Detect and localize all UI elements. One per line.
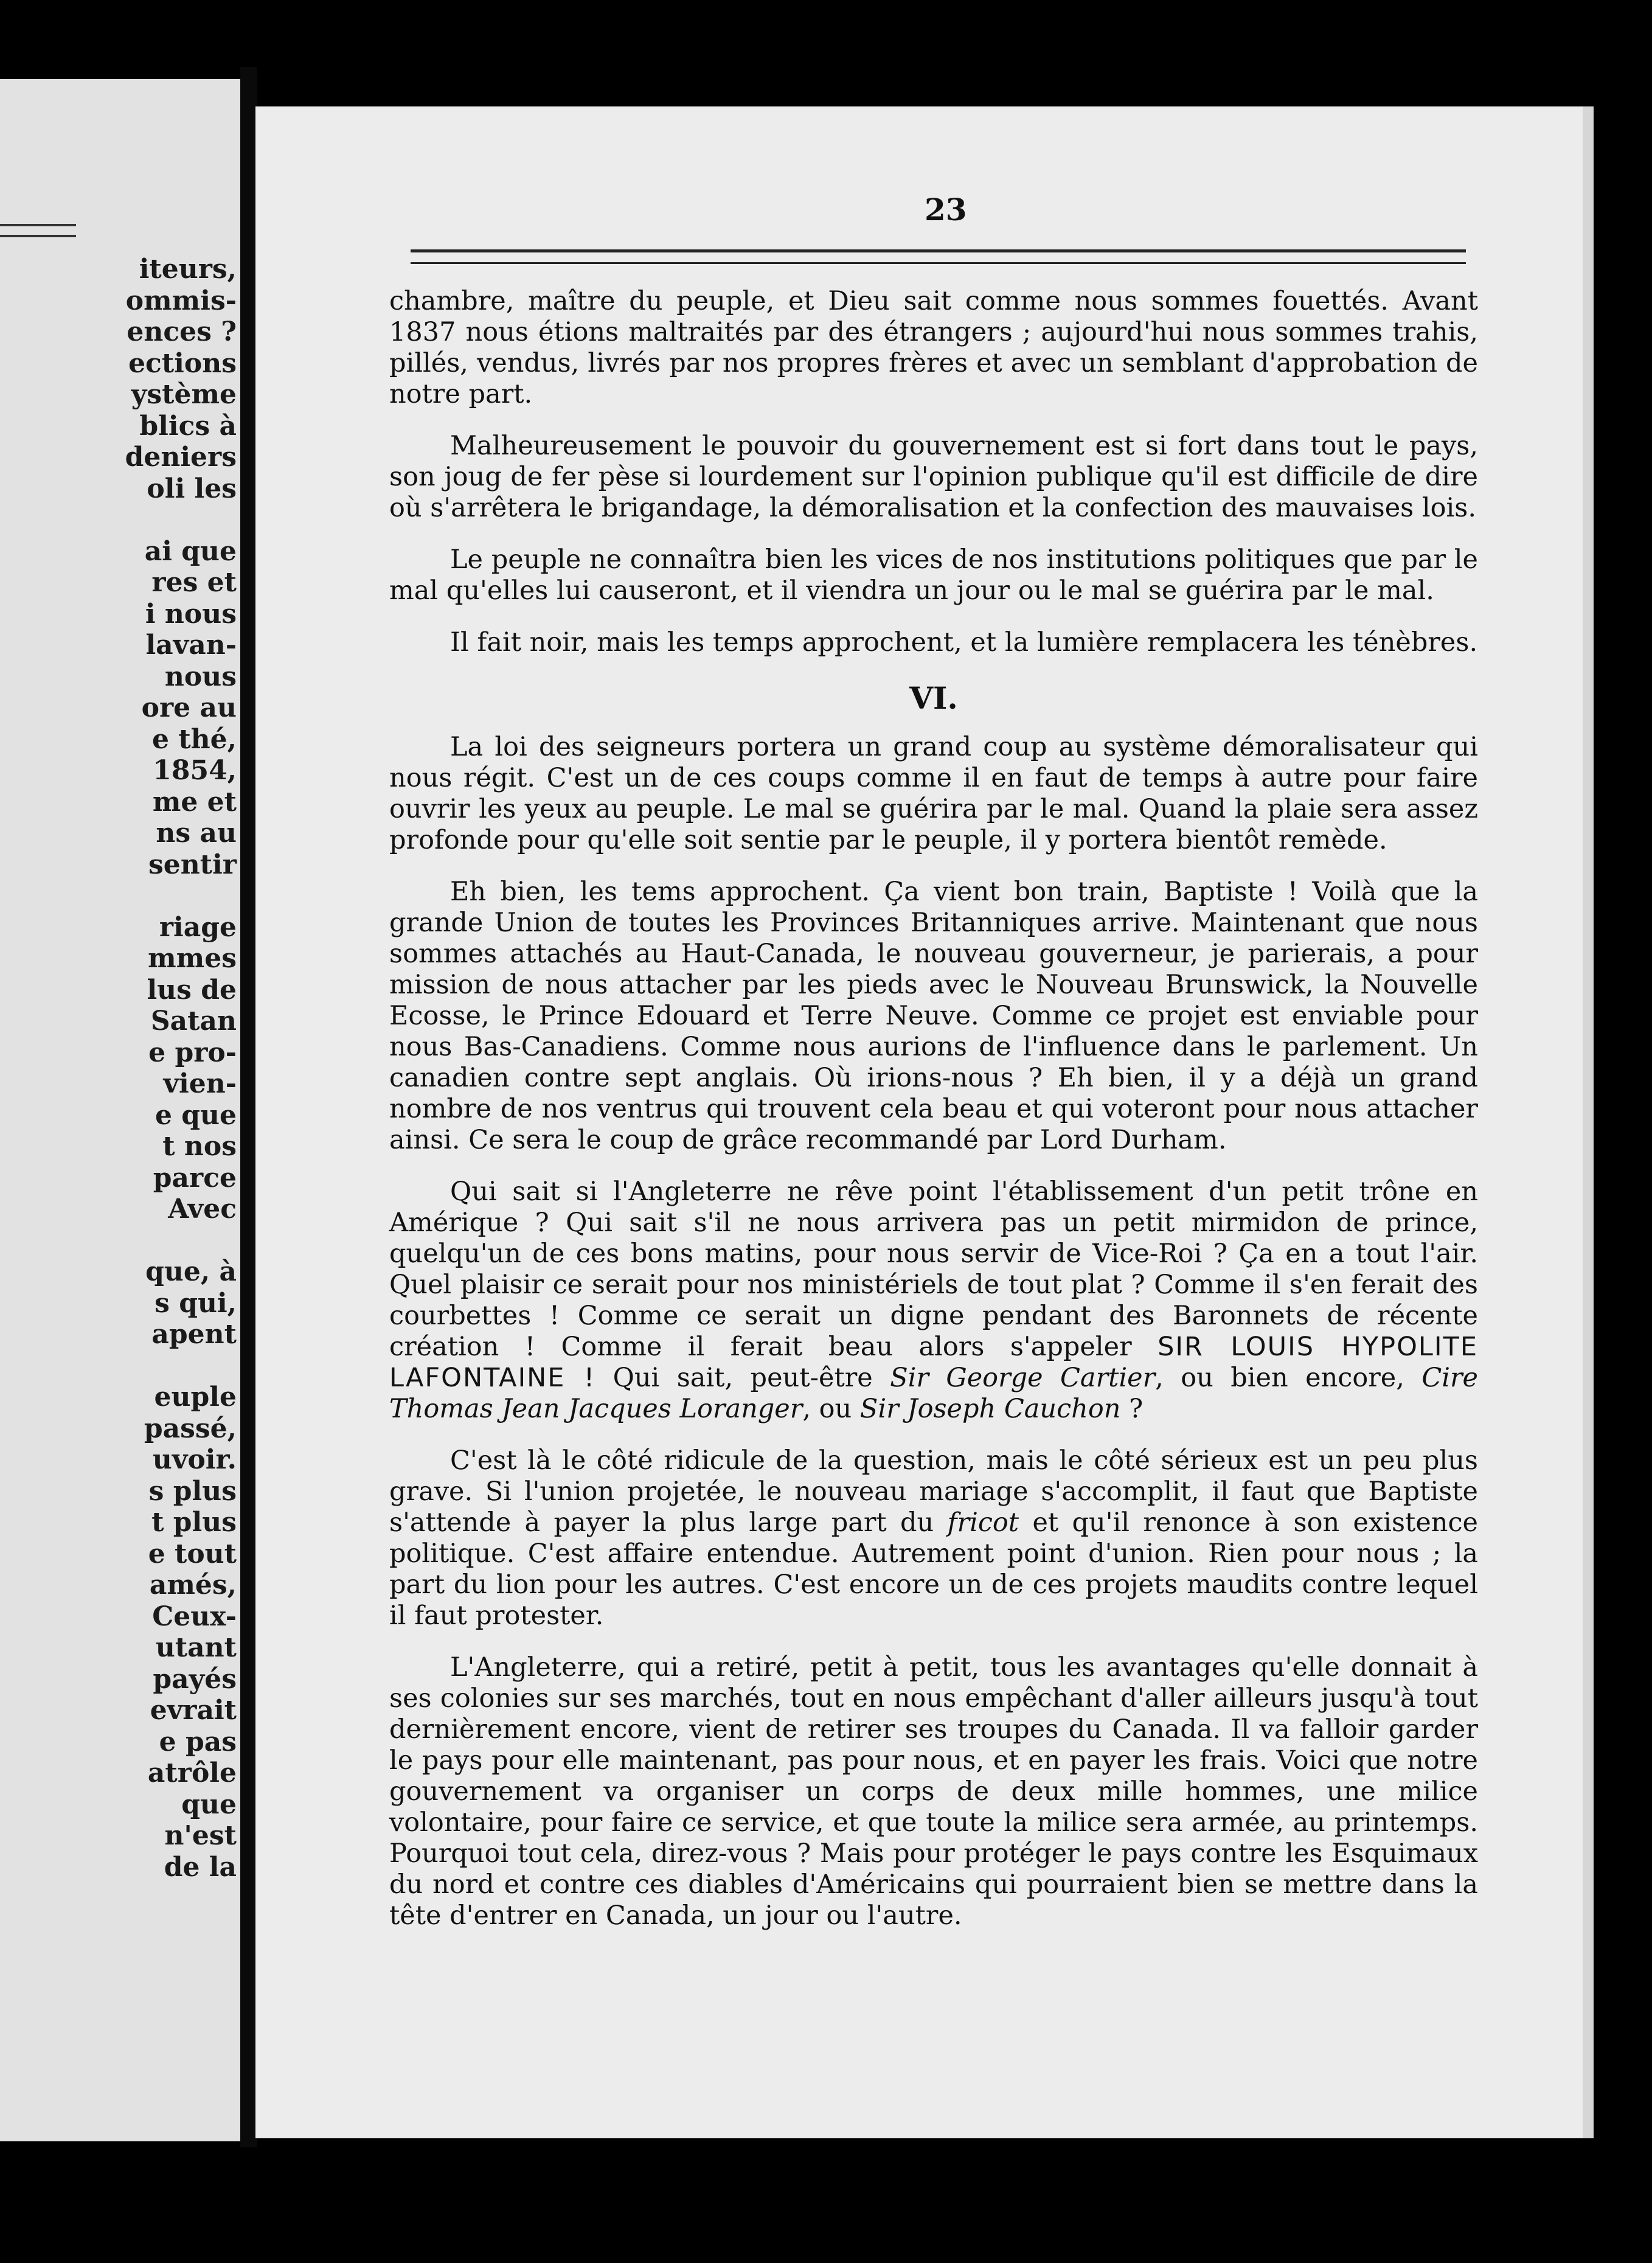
left-page-line: nous	[164, 661, 237, 692]
left-page-line: s qui,	[154, 1287, 237, 1319]
italic-word: fricot	[947, 1507, 1019, 1538]
paragraph	[389, 1445, 1478, 1632]
left-page-line: ns au	[156, 818, 237, 849]
paragraph: Eh bien, les tems approchent. Ça vient bon train, Baptiste ! Voilà que la grande Union de toutes les Provinces Britanniques arrive. Maintenant que nous sommes attachés au Haut-Canada, le nouveau gouverneur, je parierais, a pour mission de nous attacher par les pieds avec le Nouveau Brunswick, la Nouvelle Ecosse, le Prince Edouard et Terre Neuve. Comme ce projet est enviable pour nous Bas-Canadiens. Comme nous aurions de l'influence dans le parlement. Un canadien contre sept anglais. Où irions-nous ? Eh bien, il y a déjà un grand nombre de nos ventrus qui trouvent cela beau et qui voteront pour nous attacher ainsi. Ce sera le coup de grâce recommandé par Lord Durham.	[389, 877, 1478, 1155]
left-page-line: euple	[154, 1382, 237, 1413]
left-page-line: ences ?	[127, 316, 237, 347]
left-page-line: blics à	[139, 410, 237, 442]
left-page-line: que	[181, 1788, 237, 1820]
left-page-line: Satan	[150, 1006, 237, 1037]
paragraph-text: C'est là le côté ridicule de la question, mais le côté sérieux est un peu plus grave. Si l'union projetée, le nouveau mariage s'accomplit, il faut que Baptiste s'attende à payer la plus large part du	[389, 1445, 1478, 1538]
left-page-line: ore au	[141, 692, 237, 723]
paragraph-text: ?	[1120, 1394, 1144, 1424]
left-page-line: t nos	[162, 1131, 237, 1162]
paragraph: chambre, maître du peuple, et Dieu sait comme nous sommes fouettés. Avant 1837 nous étions maltraités par des étrangers ; aujourd'hui nous sommes trahis, pillés, vendus, livrés par nos propres frères et avec un semblant d'approbation de notre part.	[389, 286, 1478, 409]
italic-name: Sir Joseph Cauchon	[859, 1394, 1121, 1424]
left-page-line: mmes	[148, 943, 237, 974]
paragraph-text: , ou bien encore,	[1155, 1363, 1404, 1393]
paragraph	[389, 1177, 1478, 1425]
left-page-line: vien-	[163, 1068, 237, 1099]
italic-name: Sir George Cartier	[890, 1363, 1156, 1393]
left-page-line: ections	[128, 347, 237, 379]
left-page-line: e que	[154, 1099, 237, 1131]
paragraph: Il fait noir, mais les temps approchent, et la lumière remplacera les ténèbres.	[450, 627, 1478, 658]
left-page-line: oli les	[147, 473, 237, 504]
page-edge	[1583, 106, 1594, 2138]
left-page-line: e pro-	[148, 1037, 237, 1068]
paragraph: L'Angleterre, qui a retiré, petit à petit, tous les avantages qu'elle donnait à ses colonies sur ses marchés, tout en nous empêchant d'aller ailleurs jusqu'à tout dernièrement encore, vient de retirer ses troupes du Canada. Il va falloir garder le pays pour elle maintenant, pas pour nous, et en payer les frais. Voici que notre gouvernement va organiser un corps de deux mille hommes, une milice volontaire, pour faire ce service, et que toute la milice sera armée, au printemps. Pourquoi tout cela, direz-vous ? Mais pour protéger le pays contre les Esquimaux du nord et contre ces diables d'Américains qui pourraient bien se mettre dans la tête d'entrer en Canada, un jour ou l'autre.	[389, 1652, 1478, 1931]
left-page-line: de la	[164, 1851, 237, 1883]
left-page-line: amés,	[149, 1569, 237, 1601]
left-page-line: e pas	[159, 1726, 237, 1757]
left-page-line: i nous	[145, 598, 237, 630]
emphasized-name: SIR LOUIS HYPOLITE LAFONTAINE !	[389, 1332, 1478, 1393]
left-page-line: t plus	[151, 1507, 237, 1538]
left-page-line: deniers	[125, 442, 237, 473]
book-spine	[240, 67, 257, 2147]
left-page-line: utant	[155, 1632, 237, 1663]
right-page	[255, 106, 1594, 2138]
paragraph-text: Qui sait, peut-être	[613, 1363, 873, 1393]
left-page-line	[78, 880, 237, 912]
left-page-line: ystème	[131, 379, 237, 410]
left-page-line: n'est	[164, 1820, 237, 1851]
left-page-line: sentir	[148, 849, 237, 880]
left-page-line: me et	[152, 786, 237, 818]
left-page-line	[78, 1350, 237, 1382]
paragraph: Le peuple ne connaîtra bien les vices de nos institutions politiques que par le mal qu'elles lui causeront, et il viendra un jour ou le mal se guérira par le mal.	[389, 544, 1478, 606]
left-page-line: 1854,	[153, 755, 237, 786]
italic-name: Cire Thomas Jean Jacques Loranger	[389, 1363, 1478, 1424]
paragraph-text: , ou	[802, 1394, 852, 1424]
paragraph-text: Qui sait si l'Angleterre ne rêve point l'établissement d'un petit trône en Amérique ? Qui sait s'il ne nous arrivera pas un petit mirmidon de prince, quelqu'un de ces bons matins, pour nous servir de Vice-Roi ? Ça en a tout l'air. Quel plaisir ce serait pour nos ministériels de tout plat ? Comme il s'en ferait des courbettes ! Comme ce serait un digne pendant des Baronnets de récente création ! Comme il ferait beau alors s'appeler	[389, 1177, 1478, 1362]
left-page-line: apent	[151, 1319, 237, 1350]
left-page-line: uvoir.	[152, 1444, 237, 1475]
paragraph-text: et qu'il renonce à son existence politique. C'est affaire entendue. Autrement point d'union. Rien pour nous ; la part du lion pour les autres. C'est encore un de ces projets maudits contre lequel il faut protester.	[389, 1507, 1478, 1631]
left-page-text-column	[78, 254, 237, 1883]
left-page-line: Avec	[168, 1194, 237, 1225]
left-page-line: evrait	[150, 1695, 237, 1726]
left-page-line: payés	[153, 1663, 237, 1695]
left-page-line: ommis-	[125, 285, 237, 316]
left-page-line: s plus	[148, 1475, 237, 1507]
left-page-line	[78, 504, 237, 536]
paragraph: La loi des seigneurs portera un grand coup au système démoralisateur qui nous régit. C'est un de ces coups comme il en faut de temps à autre pour faire ouvrir les yeux au peuple. Le mal se guérira par le mal. Quand la plaie sera assez profonde pour qu'elle soit sentie par le peuple, il y portera bientôt remède.	[389, 732, 1478, 855]
left-page-line: iteurs,	[139, 254, 237, 285]
left-page-line: passé,	[144, 1413, 237, 1444]
left-page-line: lus de	[147, 974, 237, 1006]
left-page-line: atrôle	[147, 1757, 237, 1788]
section-heading: VI.	[909, 680, 958, 716]
left-page-line: lavan-	[145, 630, 237, 661]
left-page-line: e thé,	[152, 723, 237, 755]
left-facing-page	[0, 79, 240, 2141]
paragraph: Malheureusement le pouvoir du gouvernement est si fort dans tout le pays, son joug de fer pèse si lourdement sur l'opinion publique qu'il est difficile de dire où s'arrêtera le brigandage, la démoralisation et la confection des mauvaises lois.	[389, 431, 1478, 523]
left-page-header-rule	[0, 224, 76, 237]
left-page-line: ai que	[144, 535, 237, 567]
page-number: 23	[925, 192, 967, 228]
page-body	[389, 286, 1478, 1952]
left-page-line: que, à	[145, 1256, 237, 1287]
left-page-line: riage	[159, 911, 237, 943]
left-page-line	[78, 1225, 237, 1257]
left-page-line: Ceux-	[152, 1601, 237, 1632]
left-page-line: parce	[153, 1162, 237, 1194]
left-page-line: e tout	[148, 1538, 237, 1569]
left-page-line: res et	[151, 567, 237, 598]
header-rule	[411, 249, 1466, 264]
